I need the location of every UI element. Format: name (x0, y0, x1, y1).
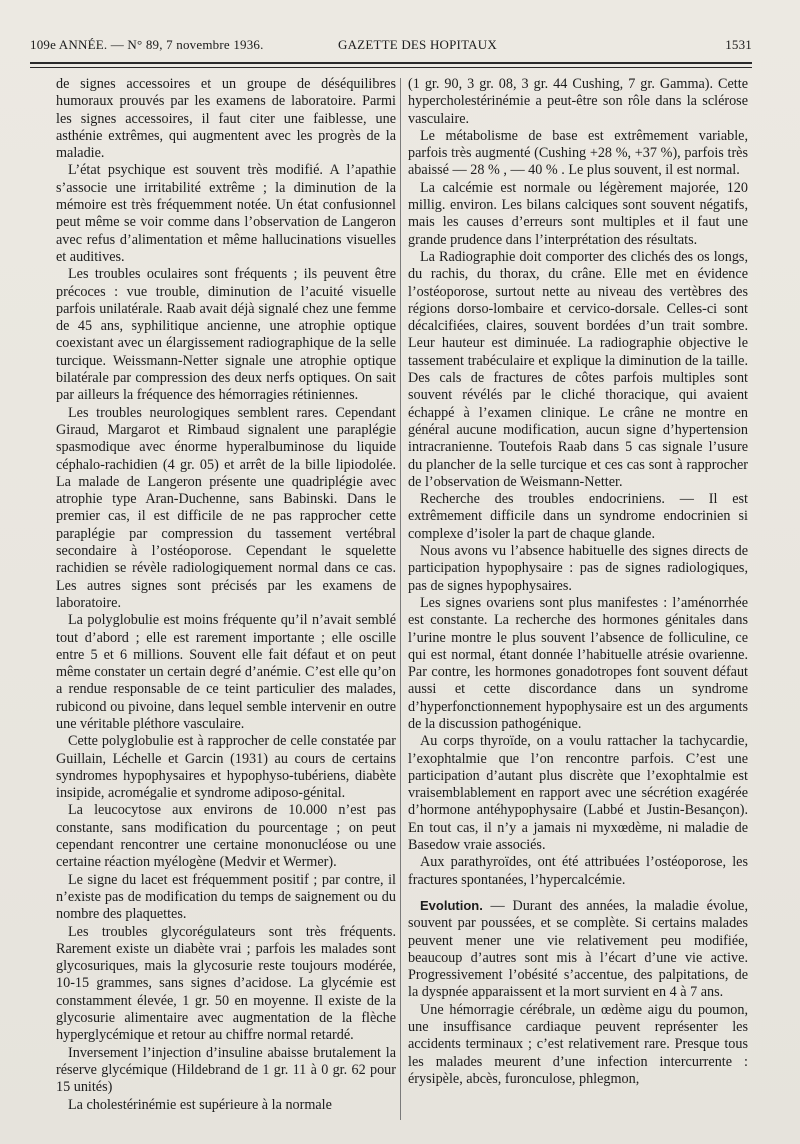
paragraph: Le métabolisme de base est extrêmement variable, parfois très augmenté (Cushing +28 %, +37 %), parfois très abaissé — 28 % , — 40 % . Le plus souvent, il est normal. (408, 127, 748, 179)
paragraph: Les troubles oculaires sont fréquents ; ils peuvent être précoces : vue trouble, diminution de l’acuité visuelle parfois unilatérale. Raab avait déjà signalé chez une femme de 45 ans, syphilitique ancienne, une atrophie optique coexistant avec un élargissement radiographique de la selle turcique. Weissmann-Netter signale une atrophie optique bilatérale par compression des deux nerfs optiques. On sait par ailleurs la fréquence des hémorragies rétiniennes. (56, 266, 396, 404)
paragraph: Les signes ovariens sont plus manifestes : l’aménorrhée est constante. La recherche des hormones génitales dans l’urine montre le plus souvent l’absence de folliculine, ce qui est normal, étant donnée l’habituelle atrésie ovarienne. Par contre, les hormones gonadotropes font souvent défaut aussi et cette discordance dans un syndrome d’hyperfonctionnement hypophysaire est un des arguments de la discussion pathogénique. (408, 594, 748, 732)
left-column (56, 76, 396, 1114)
header-rule-thin (30, 67, 752, 68)
running-header (30, 37, 752, 59)
right-column (408, 76, 748, 1088)
journal-title: GAZETTE DES HOPITAUX (338, 37, 497, 52)
paragraph: L’état psychique est souvent très modifié. A l’apathie s’associe une irritabilité extrême ; la diminution de la mémoire est très fréquemment notée. Un état confusionnel peut même se voir comme dans l’observation de Langeron avec refus d’alimentation et même hallucinations visuelles et auditives. (56, 162, 396, 265)
page-number: 1531 (725, 37, 752, 52)
section-heading: Evolution. (420, 897, 483, 913)
column-separator (400, 78, 401, 1120)
paragraph: (1 gr. 90, 3 gr. 08, 3 gr. 44 Cushing, 7 gr. Gamma). Cette hypercholestérinémie a peut-être son rôle dans la sclérose vasculaire. (408, 76, 748, 127)
paragraph: Le signe du lacet est fréquemment positif ; par contre, il n’existe pas de modification du temps de saignement ou du nombre des plaquettes. (56, 871, 396, 923)
paragraph: Une hémorragie cérébrale, un œdème aigu du poumon, une insuffisance cardiaque peuvent représenter les accidents terminaux ; c’est relativement rare. Presque tous les malades meurent d’une infection intercurrente : érysipèle, abcès, furonculose, phlegmon, (408, 1001, 748, 1087)
paragraph: Cette polyglobulie est à rapprocher de celle constatée par Guillain, Léchelle et Garcin (1931) au cours de certains syndromes hypophysaires et hypophyso-tubériens, diabète insipide, acromégalie et syndrome adiposo-génital. (56, 733, 396, 802)
paragraph: La calcémie est normale ou légèrement majorée, 120 millig. environ. Les bilans calciques sont souvent négatifs, mais les causes d’erreurs sont multiples et il faut une grande prudence dans l’interprétation des résultats. (408, 179, 748, 248)
paragraph: La leucocytose aux environs de 10.000 n’est pas constante, sans modification du pourcentage ; on peut cependant rencontrer une certaine mononucléose ou une certaine réaction myélogène (Medvir et Wermer). (56, 802, 396, 871)
paragraph: La polyglobulie est moins fréquente qu’il n’avait semblé tout d’abord ; elle est rarement importante ; elle oscille entre 5 et 6 millions. Souvent elle fait défaut et on peut même constater un certain degré d’anémie. C’est elle qu’on a rendue responsable de ce teint particulier des malades, rubicond ou pivoine, dans lequel semble intervenir en outre une véritable pléthore vasculaire. (56, 612, 396, 732)
paragraph: Recherche des troubles endocriniens. — Il est extrêmement difficile dans un syndrome endocrinien si complexe d’isoler la part de chaque glande. (408, 491, 748, 542)
paragraph: Les troubles glycorégulateurs sont très fréquents. Rarement existe un diabète vrai ; parfois les malades sont glycosuriques, mais la glycosurie reste toujours modérée, 10-15 grammes, sans signes d’acidose. La glycémie est constamment élevée, 1 gr. 50 en moyenne. Il existe de la glycosurie alimentaire avec augmentation de la flèche hyperglycémique et retour au chiffre normal retardé. (56, 923, 396, 1044)
paragraph (408, 897, 748, 1002)
paragraph: de signes accessoires et un groupe de déséquilibres humoraux prouvés par les examens de laboratoire. Parmi les signes accessoires, il faut citer une faiblesse, une asthénie extrêmes, qui augmentent avec les progrès de la maladie. (56, 76, 396, 162)
paragraph: Aux parathyroïdes, ont été attribuées l’ostéoporose, les fractures spontanées, l’hypercalcémie. (408, 854, 748, 888)
paragraph: Les troubles neurologiques semblent rares. Cependant Giraud, Margarot et Rimbaud signalent une paraplégie spasmodique avec énorme hyperalbuminose du liquide céphalo-rachidien (4 gr. 05) et arrêt de la bille lipiodolée. La malade de Langeron présente une quadriplégie avec atrophie type Aran-Duchenne, sans Babinski. Dans le premier cas, il est difficile de ne pas rapprocher cette paraplégie par compression du tassement vertébral secondaire à l’ostéoporose. Cependant le squelette rachidien se révèle radiologiquement normal dans ce cas. Les autres signes sont précisés par les examens de laboratoire. (56, 404, 396, 611)
paragraph-text: — Durant des années, la maladie évolue, souvent par poussées, et se complète. Si certains malades peuvent mener une vie relativement peu modifiée, beaucoup d’autres sont mis à l’écart d’une vie active. Progressivement l’obésité s’accentue, des palpitations, de la dyspnée apparaissent et la mort survient en 4 à 7 ans. (408, 897, 748, 1001)
paragraph: La cholestérinémie est supérieure à la normale (68, 1096, 332, 1113)
header-rule-thick (30, 62, 752, 64)
paragraph: La Radiographie doit comporter des clichés des os longs, du rachis, du thorax, du crâne. Elle met en évidence l’ostéoporose, surtout nette au niveau des vertèbres des régions dorso-lombaire et cervico-dorsale. Celles-ci sont décalcifiées, claires, souvent bordées d’un trait sombre. Leur hauteur est diminuée. La radiographie objective le tassement trabéculaire et explique la diminution de la taille. Des cals de fractures de côtes parfois multiples sont souvent révélés par le cliché thoracique, qui avaient échappé à l’examen clinique. Le crâne ne montre en général aucune modification, aucun signe d’hypertension intracranienne. Toutefois Raab dans 5 cas signale l’usure du plancher de la selle turcique et ces cas sont à rapprocher de l’observation de Weismann-Netter. (408, 248, 748, 490)
issue-info: 109e ANNÉE. — N° 89, 7 novembre 1936. (30, 37, 264, 52)
paragraph: Nous avons vu l’absence habituelle des signes directs de participation hypophysaire : pas de signes radiologiques, pas de signes hypophysaires. (408, 543, 748, 594)
paragraph: Au corps thyroïde, on a voulu rattacher la tachycardie, l’exophtalmie que l’on rencontre parfois. C’est une participation d’autant plus discrète que l’exophtalmie est vraisemblablement en rapport avec une sécrétion exagérée d’hormone antéhypophysaire (Labbé et Justin-Besançon). En tout cas, il n’y a jamais ni myxœdème, ni maladie de Basedow vraie associés. (408, 733, 748, 854)
paragraph: Inversement l’injection d’insuline abaisse brutalement la réserve glycémique (Hildebrand de 1 gr. 11 à 0 gr. 62 pour 15 unités) (56, 1044, 396, 1096)
